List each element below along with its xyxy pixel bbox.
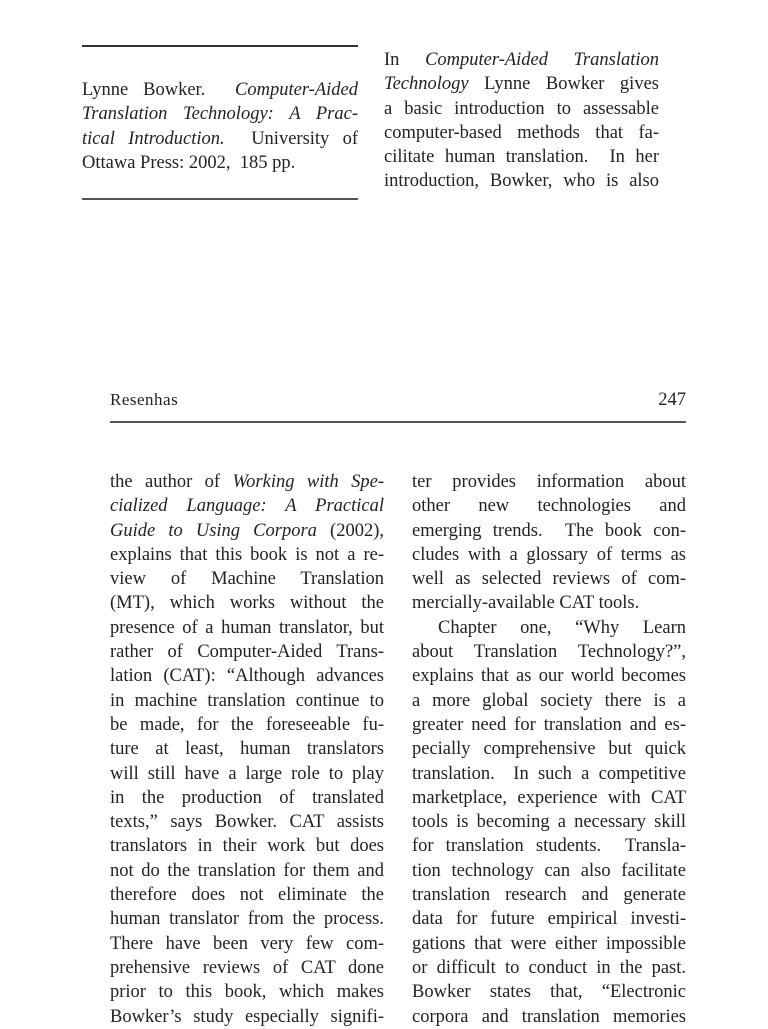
text-line: or difficult to conduct in the past. <box>412 957 686 978</box>
text-line: cilitate human translation. In her <box>384 147 659 168</box>
citation-block <box>82 78 358 175</box>
body-column-left <box>110 470 384 1029</box>
text-line: mercially-available CAT tools. <box>412 593 640 614</box>
text-line: (MT), which works without the <box>110 593 384 614</box>
text-line: tion technology can also facilitate <box>412 860 686 881</box>
text-line: In Computer-Aided Translation <box>384 50 659 70</box>
text-line: There have been very few com- <box>110 933 384 954</box>
citation-top-rule <box>82 45 358 47</box>
text-line: explains that this book is not a re- <box>110 544 384 565</box>
text-line: translation research and generate <box>412 885 686 906</box>
text-line: Technology Lynne Bowker gives <box>384 74 659 95</box>
running-head-rule <box>110 421 686 423</box>
text-line: cludes with a glossary of terms as <box>412 544 686 565</box>
text-line: translators in their work but does <box>110 836 384 857</box>
text-line: in machine translation continue to <box>110 690 384 711</box>
text-line: Bowker states that, “Electronic <box>412 982 686 1003</box>
body-column-right <box>412 470 686 1029</box>
page-number: 247 <box>658 390 686 410</box>
text-line: be made, for the foreseeable fu- <box>110 714 384 735</box>
text-line: rather of Computer-Aided Trans- <box>110 642 384 663</box>
text-line: marketplace, experience with CAT <box>412 787 686 808</box>
text-line: Bowker’s study especially signifi- <box>110 1006 384 1027</box>
text-line: introduction, Bowker, who is also <box>384 171 659 192</box>
text-line: texts,” says Bowker. CAT assists <box>110 812 384 833</box>
text-line: therefore does not eliminate the <box>110 885 384 906</box>
text-line: Ottawa Press: 2002, 185 pp. <box>82 152 296 173</box>
citation-bottom-rule <box>82 198 358 200</box>
text-line: other new technologies and <box>412 496 686 517</box>
text-line: a more global society there is a <box>412 690 686 711</box>
text-line: ter provides information about <box>412 472 686 492</box>
text-line: tical Introduction. University of <box>82 128 358 149</box>
intro-column <box>384 48 659 194</box>
text-line: presence of a human translator, but <box>110 617 384 638</box>
text-line: ture at least, human translators <box>110 739 384 760</box>
text-line: not do the translation for them and <box>110 860 384 881</box>
text-line: Lynne Bowker. Computer-Aided <box>82 80 358 100</box>
text-line: Translation Technology: A Prac- <box>82 104 358 125</box>
text-line: view of Machine Translation <box>110 569 384 590</box>
text-line: computer-based methods that fa- <box>384 122 659 143</box>
text-line: explains that as our world becomes <box>412 666 686 687</box>
text-line: corpora and translation memories <box>412 1006 686 1027</box>
text-line: will still have a large role to play <box>110 763 384 784</box>
text-line: tools is becoming a necessary skill <box>412 812 686 833</box>
text-line: emerging trends. The book con- <box>412 520 686 541</box>
text-line: lation (CAT): “Although advances <box>110 666 384 687</box>
text-line: gations that were either impossible <box>412 933 686 954</box>
text-line: data for future empirical investi- <box>412 909 686 930</box>
text-line: prehensive reviews of CAT done <box>110 957 384 978</box>
text-line: in the production of translated <box>110 787 384 808</box>
text-line: prior to this book, which makes <box>110 982 384 1003</box>
text-line: for translation students. Transla- <box>412 836 686 857</box>
text-line: pecially comprehensive but quick <box>412 739 686 760</box>
text-line: a basic introduction to assessable <box>384 98 659 119</box>
text-line: greater need for translation and es- <box>412 714 686 735</box>
text-line: well as selected reviews of com- <box>412 569 686 590</box>
text-line: cialized Language: A Practical <box>110 496 384 517</box>
text-line: about Translation Technology?”, <box>412 642 686 663</box>
text-line: translation. In such a competitive <box>412 763 686 784</box>
text-line: the author of Working with Spe- <box>110 472 384 492</box>
text-line: human translator from the process. <box>110 909 384 930</box>
text-line: Guide to Using Corpora (2002), <box>110 520 384 541</box>
section-title: Resenhas <box>110 390 179 409</box>
text-line: Chapter one, “Why Learn <box>438 617 686 638</box>
